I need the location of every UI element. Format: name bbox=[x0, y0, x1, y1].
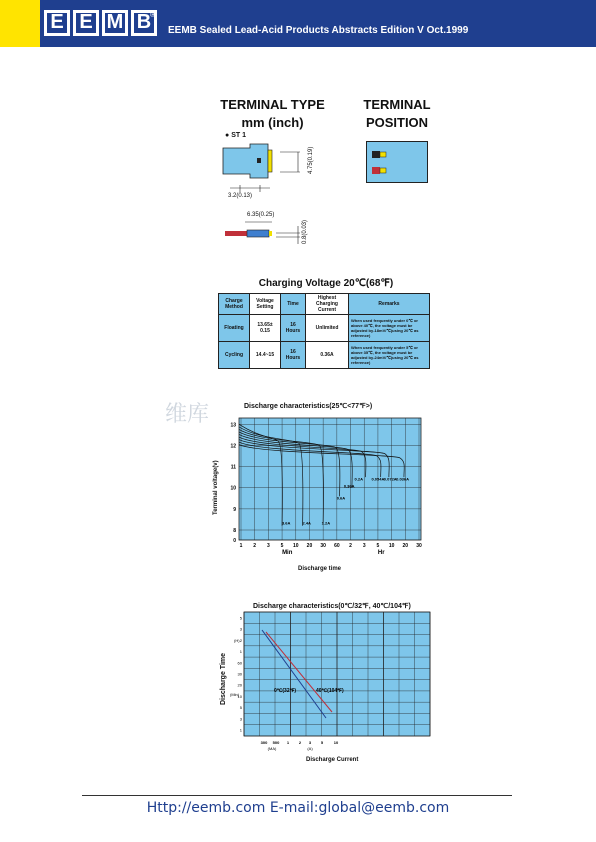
chart2-title: Discharge characteristics(0℃/32℉, 40℃/104℉) bbox=[253, 603, 411, 610]
chart2-xlabel: Discharge Current bbox=[306, 757, 359, 763]
x-tick-label: 2 bbox=[253, 543, 257, 549]
chart1 bbox=[225, 412, 435, 562]
x-group-label: Min bbox=[282, 550, 293, 556]
x-tick-label: 3 bbox=[362, 543, 366, 549]
series-label: 0.054A bbox=[371, 476, 385, 482]
series-label: 1.2A bbox=[321, 520, 331, 526]
y-tick-label: 9 bbox=[233, 506, 236, 513]
terminal-position-heading: TERMINAL POSITION bbox=[363, 97, 431, 130]
table-header-row: Charge Method Voltage Setting Time Highest Charging Current Remarks bbox=[219, 294, 430, 315]
terminal-type-heading: TERMINAL TYPE mm (inch) bbox=[220, 97, 325, 130]
x-tick-label: 5 bbox=[376, 543, 380, 549]
y-tick-label: 3 bbox=[239, 716, 242, 722]
y-tick-label: 12 bbox=[230, 443, 236, 450]
y-tick-label: 1 bbox=[239, 649, 242, 655]
chart2-ylabel: Discharge Time bbox=[220, 652, 227, 705]
series-label: 40℃(104℉) bbox=[316, 688, 344, 694]
y-tick-label: 1 bbox=[239, 727, 242, 733]
dim-width: 3.2(0.13) bbox=[228, 193, 253, 199]
x-tick-label: 10 bbox=[333, 740, 339, 745]
x-tick-label: 3 bbox=[266, 543, 270, 549]
x-tick-label: 500 bbox=[272, 740, 280, 745]
series-label: 0.072A bbox=[383, 476, 397, 482]
x-tick-label: 20 bbox=[306, 543, 313, 549]
series-label: 0℃(32℉) bbox=[274, 688, 297, 694]
x-tick-label: 1 bbox=[239, 543, 243, 549]
series-label: 0.2A bbox=[354, 476, 363, 482]
y-unit-label: (H) bbox=[234, 638, 240, 643]
footer-divider bbox=[82, 795, 512, 796]
x-tick-label: 3 bbox=[308, 740, 312, 745]
series-label: 0.036A bbox=[396, 476, 410, 482]
series-label: 2.4A bbox=[302, 520, 311, 526]
y-tick-label: 30 bbox=[237, 671, 242, 677]
x-group-label: Hr bbox=[377, 550, 385, 556]
x-tick-label: 30 bbox=[416, 543, 422, 549]
footer-contact: Http://eemb.com E-mail:global@eemb.com bbox=[146, 800, 450, 816]
dim-tab: 6.35(0.25) bbox=[247, 212, 275, 218]
st-label: ● ST 1 bbox=[225, 132, 246, 139]
header-accent bbox=[0, 0, 40, 47]
dim-height: 4.75(0.19) bbox=[308, 146, 314, 174]
y-tick-label: 20 bbox=[237, 682, 242, 688]
y-tick-label: 5 bbox=[239, 615, 242, 621]
watermark: 维库 bbox=[165, 402, 210, 427]
x-tick-label: 5 bbox=[320, 740, 324, 745]
chart1-xlabel: Discharge time bbox=[298, 566, 342, 572]
y-tick-label: 3 bbox=[239, 626, 242, 632]
header-title: EEMB Sealed Lead-Acid Products Abstracts Edition V Oct.1999 bbox=[168, 25, 469, 36]
x-tick-label: 10 bbox=[388, 543, 395, 549]
x-tick-label: 2 bbox=[298, 740, 302, 745]
y-tick-label: 2 bbox=[239, 637, 242, 643]
chart2 bbox=[228, 608, 438, 760]
x-unit-label: (MA) bbox=[267, 746, 277, 751]
table-row: Floating 13.65± 0.15 16 Hours Unlimited When used frequently under 0℃ or above 40℃, the voltage must be adjusted by-18mV/℃(using 20℃ as reference) bbox=[219, 315, 430, 342]
y-tick-label: 10 bbox=[230, 485, 236, 492]
x-tick-label: 30 bbox=[320, 543, 326, 549]
y-tick-label: 13 bbox=[230, 422, 236, 429]
terminal-position-diagram bbox=[366, 141, 428, 183]
x-tick-label: 20 bbox=[402, 543, 409, 549]
charging-table bbox=[218, 293, 430, 369]
chart1-ylabel: Terminal voltage(v) bbox=[213, 460, 219, 515]
series-label: 0.6A bbox=[336, 495, 346, 501]
y-tick-label: 8 bbox=[233, 528, 236, 534]
y-unit-label: (Min) bbox=[230, 692, 240, 697]
x-unit-label: (A) bbox=[307, 746, 313, 751]
chart1-title: Discharge characteristics(25℃<77℉>) bbox=[244, 403, 373, 410]
y-tick-label: 0 bbox=[233, 538, 236, 544]
charging-title: Charging Voltage 20℃(68℉) bbox=[258, 278, 394, 289]
table-row: Cycling 14.4~15 16 Hours 0.36A When used frequently under 5℃ or above 35℃, the voltage must be adjusted by-24mV/℃(using 20℃ as reference) bbox=[219, 342, 430, 369]
x-tick-label: 1 bbox=[286, 740, 290, 745]
series-label: 0.36A bbox=[343, 483, 355, 489]
x-tick-label: 10 bbox=[292, 543, 299, 549]
y-tick-label: 60 bbox=[237, 660, 242, 666]
x-tick-label: 2 bbox=[349, 543, 352, 549]
series-label: 3.6A bbox=[281, 520, 291, 526]
registered-mark: ® bbox=[150, 10, 156, 19]
x-tick-label: 5 bbox=[280, 543, 284, 549]
y-tick-label: 10 bbox=[237, 693, 242, 699]
x-tick-label: 60 bbox=[334, 543, 340, 549]
eemb-logo: E E M B bbox=[44, 10, 157, 36]
y-tick-label: 11 bbox=[230, 464, 236, 471]
x-tick-label: 300 bbox=[260, 740, 268, 745]
y-tick-label: 5 bbox=[239, 705, 242, 711]
dim-thick: 0.8(0.03) bbox=[302, 219, 308, 244]
